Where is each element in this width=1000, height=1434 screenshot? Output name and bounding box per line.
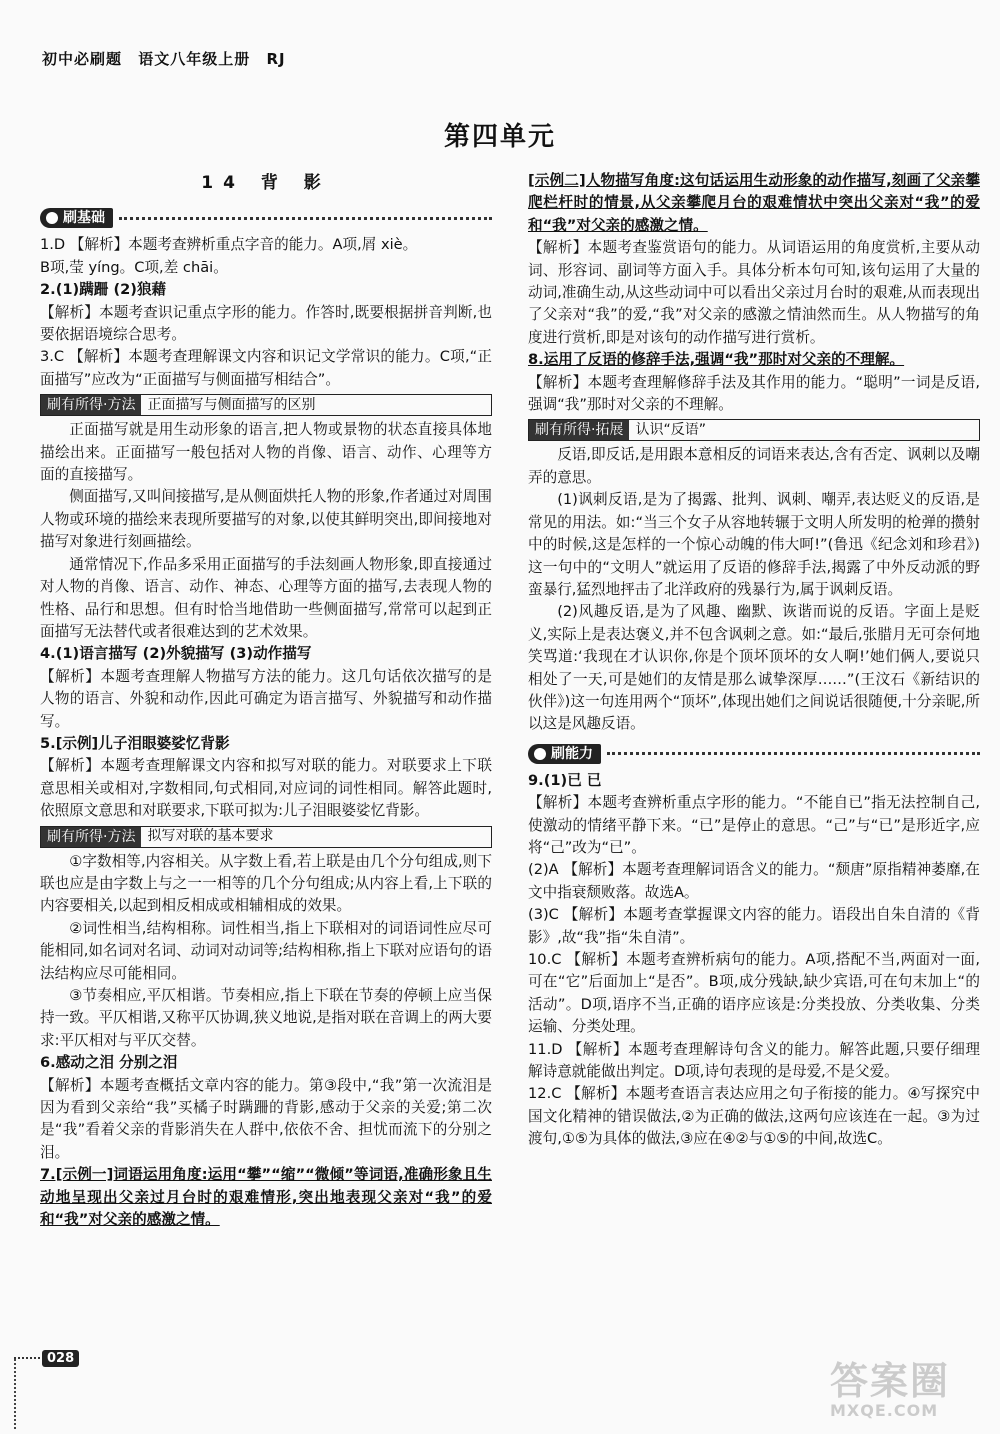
answer-11: 11.D 【解析】本题考查理解诗句含义的能力。解答此题,只要仔细理解诗意就能做出判定。D项,诗句表现的是母爱,不是父爱。: [528, 1040, 980, 1081]
tip-box-3: 刷有所得·拓展 认识“反语”: [528, 419, 980, 441]
left-column: [40, 168, 492, 1231]
tip-paragraph: 正面描写就是用生动形象的语言,把人物或景物的状态直接具体地描绘出来。正面描写一般包括对人物的肖像、语言、动作、心理等方面的直接描写。: [40, 421, 492, 484]
tip-paragraph: 反语,即反话,是用跟本意相反的词语来表达,含有否定、讽刺以及嘲弄的意思。: [528, 446, 980, 486]
tip-box-1: 刷有所得·方法 正面描写与侧面描写的区别: [40, 394, 492, 416]
answer-10: 10.C 【解析】本题考查辨析病句的能力。A项,搭配不当,两面对一面,可在“它”后面加上“是否”。B项,成分残缺,缺少宾语,可在句末加上“的活动”。D项,语序不当,正确的语序应该是:分类投放、分类收集、分类运输、分类处理。: [528, 951, 980, 1036]
watermark-url: MXQE.COM: [830, 1401, 939, 1420]
tip-box-2: 刷有所得·方法 拟写对联的基本要求: [40, 826, 492, 848]
tip-paragraph: ①字数相等,内容相关。从字数上看,若上联是由几个分句组成,则下联也应是由字数上与之一一相等的几个分句组成;从内容上看,上下联的内容要相关,以起到相反相成或相辅相成的效果。: [40, 852, 492, 915]
right-column: [528, 170, 980, 1151]
answer-1-cont: B项,莹 yíng。C项,差 chāi。: [40, 258, 228, 276]
tip-paragraph: 侧面描写,又叫间接描写,是从侧面烘托人物的形象,作者通过对周围人物或环境的描绘来表现所要描写的对象,以使其鲜明突出,即间接地对描写对象进行刻画描绘。: [40, 488, 492, 551]
answer-12: 12.C 【解析】本题考查语言表达应用之句子衔接的能力。④写探究中国文化精神的错误做法,②为正确的做法,这两句应该连在一起。③为过渡句,①⑤为具体的做法,③应在④②与①⑤的中间,故选C。: [528, 1085, 980, 1148]
unit-title: 第四单元: [443, 122, 556, 152]
pen-icon: [534, 748, 546, 760]
section-ability: [528, 742, 980, 766]
tip-paragraph: ③节奏相应,平仄相谐。节奏相应,指上下联在节奏的停顿上应当保持一致。平仄相谐,又称平仄协调,狭义地说,是指对联在音调上的两大要求:平仄相对与平仄交替。: [40, 987, 492, 1049]
answer-2-analysis: 【解析】本题考查识记重点字形的能力。作答时,既要根据拼音判断,也要依据语境综合思考。: [40, 303, 492, 344]
answer-1: 1.D 【解析】本题考查辨析重点字音的能力。A项,屑 xiè。: [40, 236, 418, 254]
answer-4-analysis: 【解析】本题考查理解人物描写方法的能力。这几句话依次描写的是人物的语言、外貌和动作,因此可确定为语言描写、外貌描写和动作描写。: [40, 667, 492, 730]
answer-9-3: (3)C 【解析】本题考查掌握课文内容的能力。语段出自朱自清的《背影》,故“我”指“朱自清”。: [528, 906, 980, 946]
dotted-divider: [119, 217, 492, 220]
answer-8: 8.运用了反语的修辞手法,强调“我”那时对父亲的不理解。: [528, 351, 905, 369]
watermark-text: 答案圈: [830, 1359, 951, 1403]
section-ability-tag: 刷能力: [528, 744, 601, 764]
tip-paragraph: 通常情况下,作品多采用正面描写的手法刻画人物形象,即直接通过对人物的肖像、语言、动作、神态、心理等方面的描写,去表现人物的性格、品行和思想。但有时恰当地借助一些侧面描写,常常可以起到正面描写无法替代或者很难达到的艺术效果。: [40, 555, 492, 640]
tip-paragraph: (1)讽刺反语,是为了揭露、批判、讽刺、嘲弄,表达贬义的反语,是常见的用法。如:“当三个女子从容地转辗于文明人所发明的枪弹的攒射中的时候,这是怎样的一个惊心动魄的伟大呵!”(鲁迅《纪念刘和珍君》)这一句中的“文明人”就运用了反语的修辞手法,揭露了中外反动派的野蛮暴行,猛烈地抨击了北洋政府的残暴行为,属于讽刺反语。: [528, 491, 980, 598]
subject-title: 语文八年级上册: [138, 50, 251, 68]
watermark-logo: [830, 1350, 970, 1420]
tip-paragraph: ②词性相当,结构相称。词性相当,指上下联相对的词语词性应尽可能相同,如名词对名词、动词对动词等;结构相称,指上下联对应语句的语法结构应尽可能相同。: [40, 919, 493, 982]
answer-4: 4.(1)语言描写 (2)外貌描写 (3)动作描写: [40, 645, 312, 663]
page-number: 028: [42, 1350, 79, 1367]
section-basic: [40, 206, 492, 230]
answer-2: 2.(1)蹒跚 (2)狼藉: [40, 281, 167, 299]
pen-icon: [46, 212, 58, 224]
dotted-decoration: [14, 1357, 40, 1359]
answer-7: 7.[示例一]词语运用角度:运用“攀”“缩”“微倾”等词语,准确形象且生动地呈现出父亲过月台时的艰难情形,突出地表现父亲对“我”的爱和“我”对父亲的感激之情。: [40, 1166, 492, 1229]
answer-6: 6.感动之泪 分别之泪: [40, 1054, 178, 1072]
page-header: [42, 48, 296, 69]
tip-paragraph: (2)风趣反语,是为了风趣、幽默、诙谐而说的反语。字面上是贬义,实际上是表达褒义,并不包含讽刺之意。如:“最后,张腊月无可奈何地笑骂道:‘我现在才认识你,你是个顶坏顶坏的女人啊!’她们俩人,要说只相处了一天,可是她们的友情是那么诚挚深厚……”(王汶石《新结识的伙伴》)这一句连用两个“顶坏”,体现出她们之间说话很随便,十分亲昵,所以这是风趣反语。: [528, 603, 980, 733]
edition-label: RJ: [266, 50, 286, 68]
dotted-decoration: [14, 1359, 16, 1429]
answer-9-2: (2)A 【解析】本题考查理解词语含义的能力。“颓唐”原指精神萎靡,在文中指衰颓败落。故选A。: [528, 861, 980, 901]
dotted-divider: [607, 752, 980, 755]
answer-3: 3.C 【解析】本题考查理解课文内容和识记文学常识的能力。C项,“正面描写”应改为“正面描写与侧面描写相结合”。: [40, 348, 492, 388]
answer-9-analysis: 【解析】本题考查辨析重点字形的能力。“不能自已”指无法控制自己,使激动的情绪平静下来。“已”是停止的意思。“己”与“已”是形近字,应将“己”改为“已”。: [528, 794, 980, 856]
answer-6-analysis: 【解析】本题考查概括文章内容的能力。第③段中,“我”第一次流泪是因为看到父亲给“我”买橘子时蹒跚的背影,感动于父亲的关爱;第二次是“我”看着父亲的背影消失在人群中,依依不舍、担忧而流下的分别之泪。: [40, 1076, 492, 1161]
answer-7-example-2: [示例二]人物描写角度:这句话运用生动形象的动作描写,刻画了父亲攀爬栏杆时的情景,从父亲攀爬月台的艰难情状中突出父亲对“我”的爱和“我”对父亲的感激之情。: [528, 172, 980, 234]
answer-5-analysis: 【解析】本题考查理解课文内容和拟写对联的能力。对联要求上下联意思相关或相对,字数相同,句式相同,对应词的词性相同。解答此题时,依照原文意思和对联要求,下联可拟为:儿子泪眼婆娑忆背影。: [40, 757, 492, 820]
book-title: 初中必刷题: [42, 50, 123, 68]
answer-5: 5.[示例]儿子泪眼婆娑忆背影: [40, 734, 230, 752]
answer-7-analysis: 【解析】本题考查鉴赏语句的能力。从词语运用的角度赏析,主要从动词、形容词、副词等方面入手。具体分析本句可知,该句运用了大量的动词,准确生动,从这些动词中可以看出父亲过月台时的艰难,从而表现出了父亲对“我”的爱,“我”对父亲的感激之情油然而生。从人物描写的角度进行赏析,即是对该句的动作描写进行赏析。: [528, 239, 980, 346]
lesson-title: 14 背 影: [201, 173, 331, 193]
answer-8-analysis: 【解析】本题考查理解修辞手法及其作用的能力。“聪明”一词是反语,强调“我”那时对父亲的不理解。: [528, 373, 980, 414]
answer-9: 9.(1)已 已: [528, 771, 602, 789]
section-basic-tag: 刷基础: [40, 208, 113, 228]
